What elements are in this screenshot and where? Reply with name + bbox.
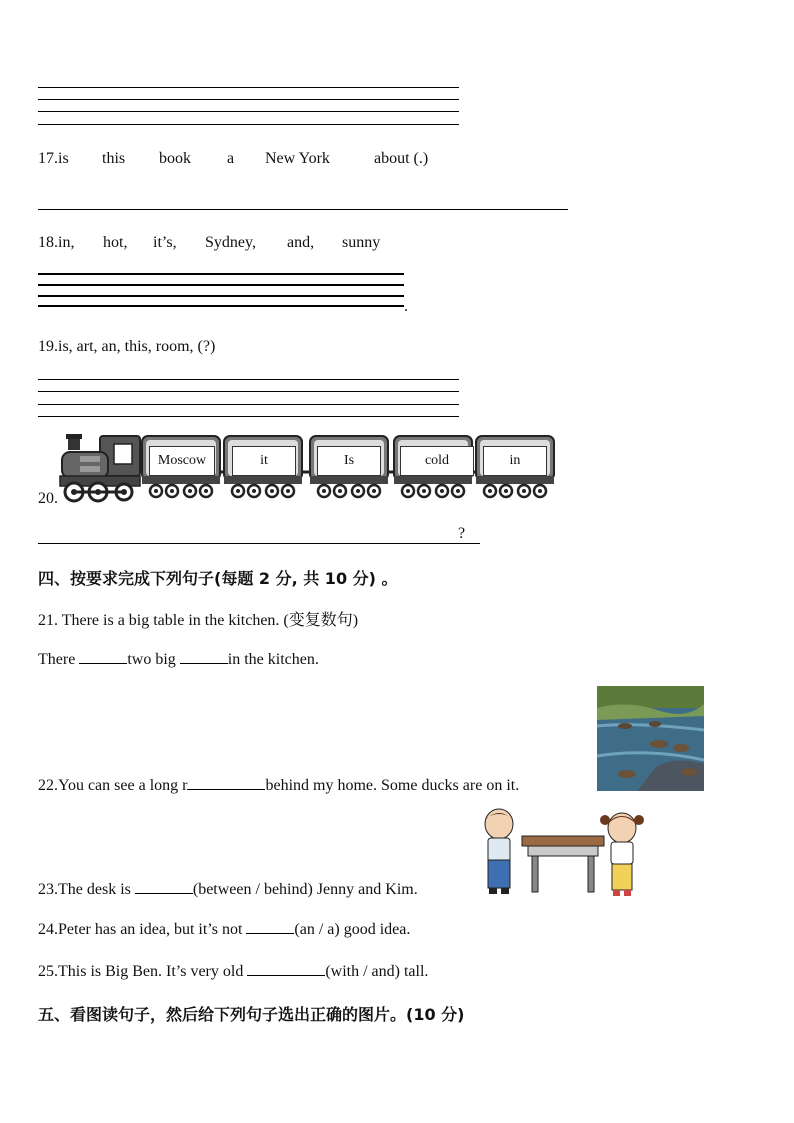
word-card: is [58,150,69,167]
train-word-label: it [232,446,296,476]
word-card: a [227,150,235,167]
word-card: hot, [103,234,128,251]
answer-line [38,416,459,417]
question-22 [38,775,519,795]
kids-desk-picture [478,808,650,898]
question-21-answer [38,649,319,669]
question-text: 24.Peter has an idea, but it’s not [38,921,247,938]
train-word-label: Moscow [149,446,215,476]
train-word-label: in [483,446,547,476]
question-text: behind my home. Some ducks are on it. [265,777,520,794]
word-card: sunny [342,234,381,251]
answer-text: There [38,651,80,668]
end-punctuation: ? [458,525,466,542]
train-word-label: Is [317,446,381,476]
question-25 [38,961,428,981]
answer-line [38,305,404,307]
question-21-prompt: 21. There is a big table in the kitchen. (变复数句) [38,612,359,629]
blank[interactable] [180,649,228,664]
answer-line [38,273,404,275]
answer-line [38,87,459,88]
word-card: in, [58,234,75,251]
blank[interactable] [79,649,127,664]
blank[interactable] [135,879,193,894]
section-heading: 四、按要求完成下列句子(每题 2 分, 共 10 分) 。 [38,569,398,588]
question-text: (with / and) tall. [325,963,429,980]
word-card: Sydney, [205,234,256,251]
question-24 [38,919,410,939]
word-card: it’s, [153,234,177,251]
word-card: New York [265,150,330,167]
train-word-label: cold [400,446,474,476]
word-card: and, [287,234,315,251]
answer-line [38,209,568,210]
blank[interactable] [246,919,294,934]
question-23 [38,879,418,899]
question-text: 22.You can see a long r [38,777,188,794]
blank[interactable] [247,961,325,976]
question-19: 19.is, art, an, this, room, (?) [38,338,216,355]
question-text: (between / behind) Jenny and Kim. [192,881,418,898]
blank[interactable] [187,775,265,790]
answer-text: in the kitchen. [227,651,319,668]
answer-line [38,99,459,100]
question-text: 25.This is Big Ben. It’s very old [38,963,248,980]
end-punctuation: . [404,298,408,315]
question-number: 20. [38,490,58,507]
locomotive-icon [60,434,140,501]
answer-line [38,111,459,112]
ducks-river-picture [597,686,704,791]
answer-line [38,284,404,286]
answer-text: two big [127,651,180,668]
question-text: 23.The desk is [38,881,135,898]
answer-line [38,543,480,544]
section-heading: 五、看图读句子，然后给下列句子选出正确的图片。(10 分) [38,1005,465,1024]
answer-line [38,295,404,297]
answer-line [38,379,459,380]
answer-line [38,404,459,405]
word-card: about (.) [374,150,429,167]
answer-line [38,391,459,392]
question-number: 17. [38,150,58,167]
answer-line [38,124,459,125]
question-text: (an / a) good idea. [294,921,411,938]
word-card: this [102,150,126,167]
question-number: 18. [38,234,58,251]
word-card: book [159,150,191,167]
